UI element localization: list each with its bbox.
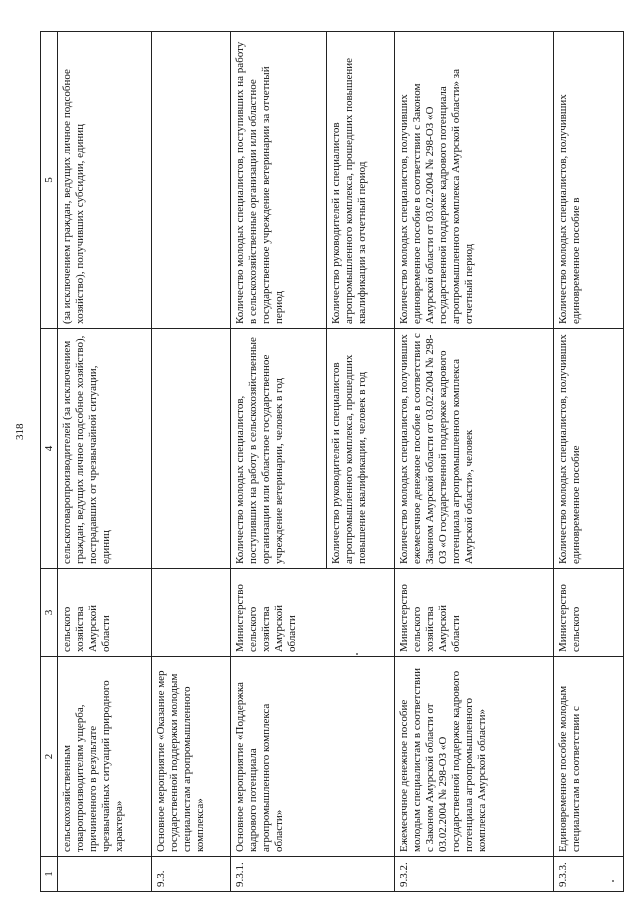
- measure-name: Основное мероприятие «Оказание мер государственной поддержки молодым специалистам агропромышленного комплекса»: [152, 657, 230, 857]
- executor: сельского хозяйства Амурской области: [58, 569, 152, 657]
- program-measures-table: [40, 31, 624, 892]
- indicator-formula: Количество молодых специалистов, получивших единовременное пособие в соответствии с Законом Амурской области от 03.02.2004 № 298-ОЗ «О государственной поддержке кадрового потенциала агропромышленного комплекса Амурской области» за отчетный период: [395, 32, 554, 329]
- table-row: [230, 32, 395, 892]
- table-rotation-frame: [40, 32, 624, 892]
- measure-name: сельскохозяйственным товаропроизводителям ущерба, причиненного в результате чрезвычайных ситуаций природного характера»: [58, 657, 152, 857]
- indicator-subtable: [231, 329, 395, 568]
- header-col-1: 1: [41, 857, 58, 892]
- indicator-formula: Количество руководителей и специалистов агропромышленного комплекса, прошедших повышение квалификации за отчетный период: [330, 57, 369, 324]
- row-number: 9.3.3.: [553, 857, 623, 892]
- measure-name: Основное мероприятие «Поддержка кадрового потенциала агропромышленного комплекса области»: [230, 657, 395, 857]
- executor: Министерство сельского хозяйства Амурской области: [395, 569, 554, 657]
- indicator-name-cell: [230, 329, 395, 569]
- header-col-2: 2: [41, 657, 58, 857]
- indicator-name: Количество молодых специалистов, получивших ежемесячное денежное пособие в соответствии с Законом Амурской области от 03.02.2004 № 298-ОЗ «О государственной поддержке кадрового потенциала агропромышленного комплекса Амурской области», человек: [395, 329, 554, 569]
- executor: Министерство сельского хозяйства Амурской области: [230, 569, 395, 657]
- indicator-name: Количество молодых специалистов, поступивших на работу в сельскохозяйственные организации или областное государственное учреждение ветеринарии, человек в год: [231, 329, 327, 568]
- table-row: [395, 32, 554, 892]
- indicator-formula: [152, 32, 230, 329]
- indicator-name: сельскотоваропроизводителей (за исключением граждан, ведущих личное подсобное хозяйство), пострадавших от чрезвычайной ситуации, единиц: [58, 329, 152, 569]
- header-col-5: 5: [41, 32, 58, 329]
- row-number: 9.3.1.: [230, 857, 395, 892]
- table-row: [152, 32, 230, 892]
- page-number: 318: [14, 423, 26, 440]
- table-row: [553, 32, 623, 892]
- executor: [152, 569, 230, 657]
- indicator-formula: (за исключением граждан, ведущих личное подсобное хозяйство), получивших субсидии, единиц: [58, 32, 152, 329]
- row-number: [58, 857, 152, 892]
- header-col-4: 4: [41, 329, 58, 569]
- scan-speck: [612, 880, 614, 882]
- executor: Министерство сельского: [553, 569, 623, 657]
- indicator-name: Количество руководителей и специалистов агропромышленного комплекса, прошедших повышение квалификации, человек в год: [330, 354, 369, 564]
- measure-name: Единовременное пособие молодым специалистам в соответствии с: [553, 657, 623, 857]
- indicator-name: Количество молодых специалистов, получивших единовременное пособие: [553, 329, 623, 569]
- header-col-3: 3: [41, 569, 58, 657]
- row-number: 9.3.2.: [395, 857, 554, 892]
- indicator-formula: Количество молодых специалистов, поступивших на работу в сельскохозяйственные организации или областное государственное учреждение ветеринарии за отчетный период: [231, 32, 327, 328]
- indicator-formula: Количество молодых специалистов, получивших единовременное пособие в: [553, 32, 623, 329]
- header-row: [41, 32, 58, 892]
- row-number: 9.3.: [152, 857, 230, 892]
- indicator-name: [152, 329, 230, 569]
- formula-subtable: [231, 32, 395, 328]
- scan-speck: [356, 653, 358, 655]
- table-row: [58, 32, 152, 892]
- indicator-formula-cell: [230, 32, 395, 329]
- measure-name: Ежемесячное денежное пособие молодым специалистам в соответствии с Законом Амурской области от 03.02.2004 № 298-ОЗ «О государственной поддержке кадрового потенциала агропромышленного комплекса Амурской области»: [395, 657, 554, 857]
